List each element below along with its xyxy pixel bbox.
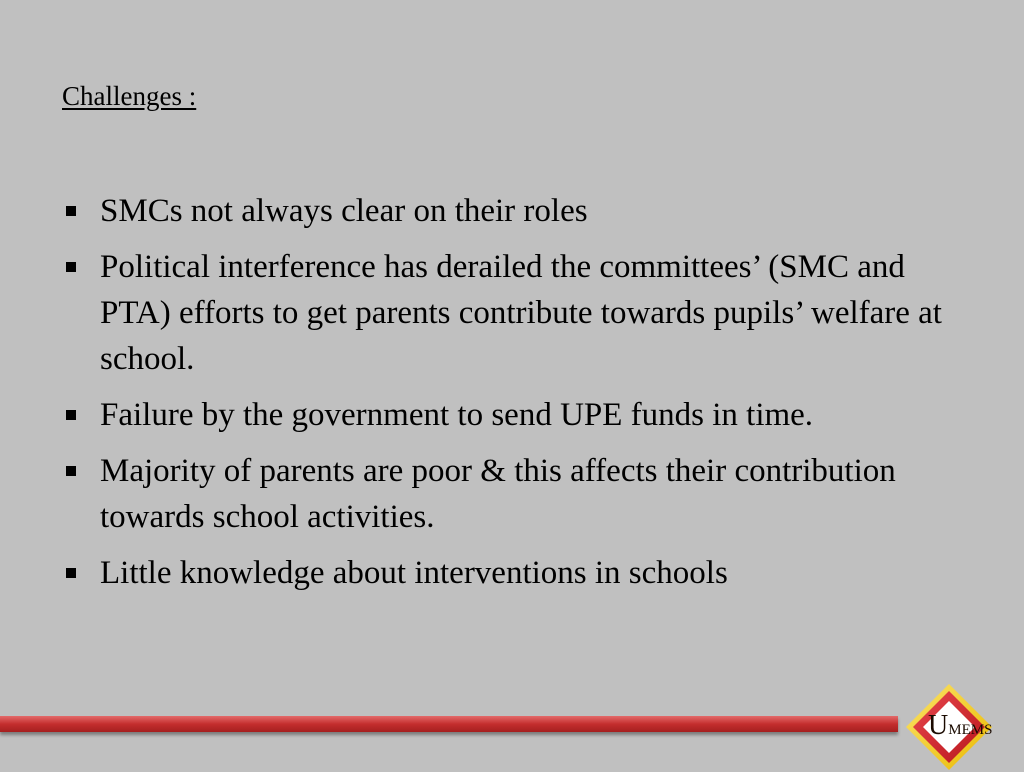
bullet-item [62, 392, 982, 438]
slide-title: Challenges : [62, 81, 197, 111]
bullet-text: Failure by the government to send UPE funds in time. [100, 397, 814, 433]
bullet-item [62, 448, 982, 540]
footer-bar [0, 716, 898, 732]
square-bullet-icon [66, 262, 76, 272]
logo-letter-u: U [928, 710, 949, 741]
square-bullet-icon [66, 466, 76, 476]
logo-wordmark [928, 712, 992, 740]
bullet-item [62, 550, 982, 596]
square-bullet-icon [66, 206, 76, 216]
square-bullet-icon [66, 410, 76, 420]
bullet-item [62, 188, 982, 234]
logo-letters-mems: MEMS [948, 722, 993, 738]
bullet-text: Little knowledge about interventions in schools [100, 555, 728, 591]
square-bullet-icon [66, 568, 76, 578]
bullet-text: Political interference has derailed the committees’ (SMC and PTA) efforts to get parents contribute towards pupils’ welfare at school. [100, 249, 942, 377]
bullet-item [62, 244, 982, 382]
bullet-text: Majority of parents are poor & this affects their contribution towards school activities. [100, 453, 896, 535]
bullet-text: SMCs not always clear on their roles [100, 193, 588, 229]
bullet-list [62, 188, 982, 606]
